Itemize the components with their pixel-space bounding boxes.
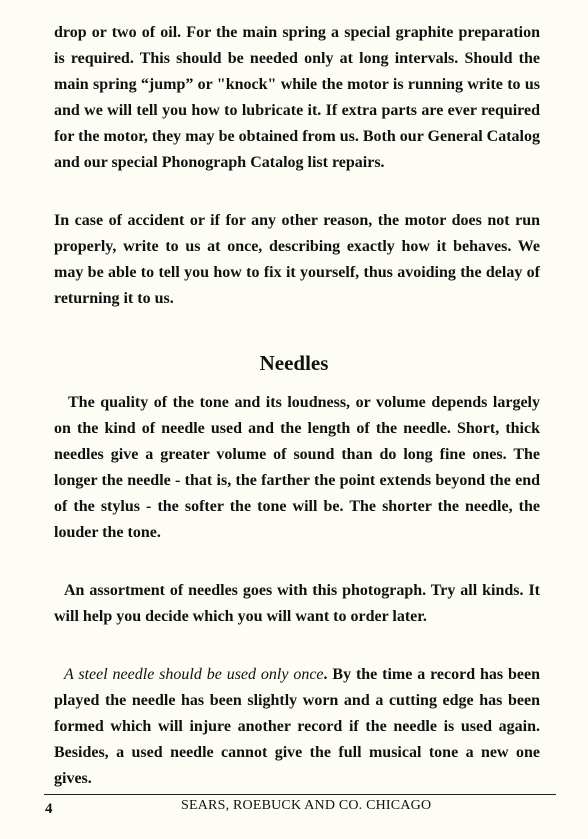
paragraph-steel-needle-rest: . By the time a record has been played the needle has been slightly worn and a cutting edge has been formed which will injure another record if the needle is used again. Besides, a used needle cannot give the full musical tone a new one gives.	[54, 666, 540, 787]
italic-phrase: A steel needle should be used only once	[64, 666, 324, 683]
footer-rule	[44, 794, 556, 795]
paragraph-oil-spring: drop or two of oil. For the main spring a special graphite preparation is required. This should be needed only at long intervals. Should the main spring “jump” or "knock" while the motor is running write to us and we will tell you how to lubricate it. If extra parts are ever required for the motor, they may be obtained from us. Both our General Catalog and our special Phonograph Catalog list repairs.	[54, 24, 540, 171]
footer-publisher: SEARS, ROEBUCK AND CO. CHICAGO	[181, 798, 432, 813]
page-number: 4	[45, 801, 53, 817]
paragraph-assortment: An assortment of needles goes with this photograph. Try all kinds. It will help you decide which you will want to order later.	[54, 582, 540, 625]
paragraph-steel-needle	[54, 662, 540, 792]
section-heading-needles: Needles	[259, 351, 329, 375]
paragraph-tone-quality: The quality of the tone and its loudness, or volume depends largely on the kind of needle used and the length of the needle. Short, thick needles give a greater volume of sound than do long fine ones. The longer the needle - that is, the farther the point extends beyond the end of the stylus - the softer the tone will be. The shorter the needle, the louder the tone.	[54, 394, 540, 541]
paragraph-accident: In case of accident or if for any other reason, the motor does not run properly, write to us at once, describing exactly how it behaves. We may be able to tell you how to fix it yourself, thus avoiding the delay of returning it to us.	[54, 212, 540, 307]
